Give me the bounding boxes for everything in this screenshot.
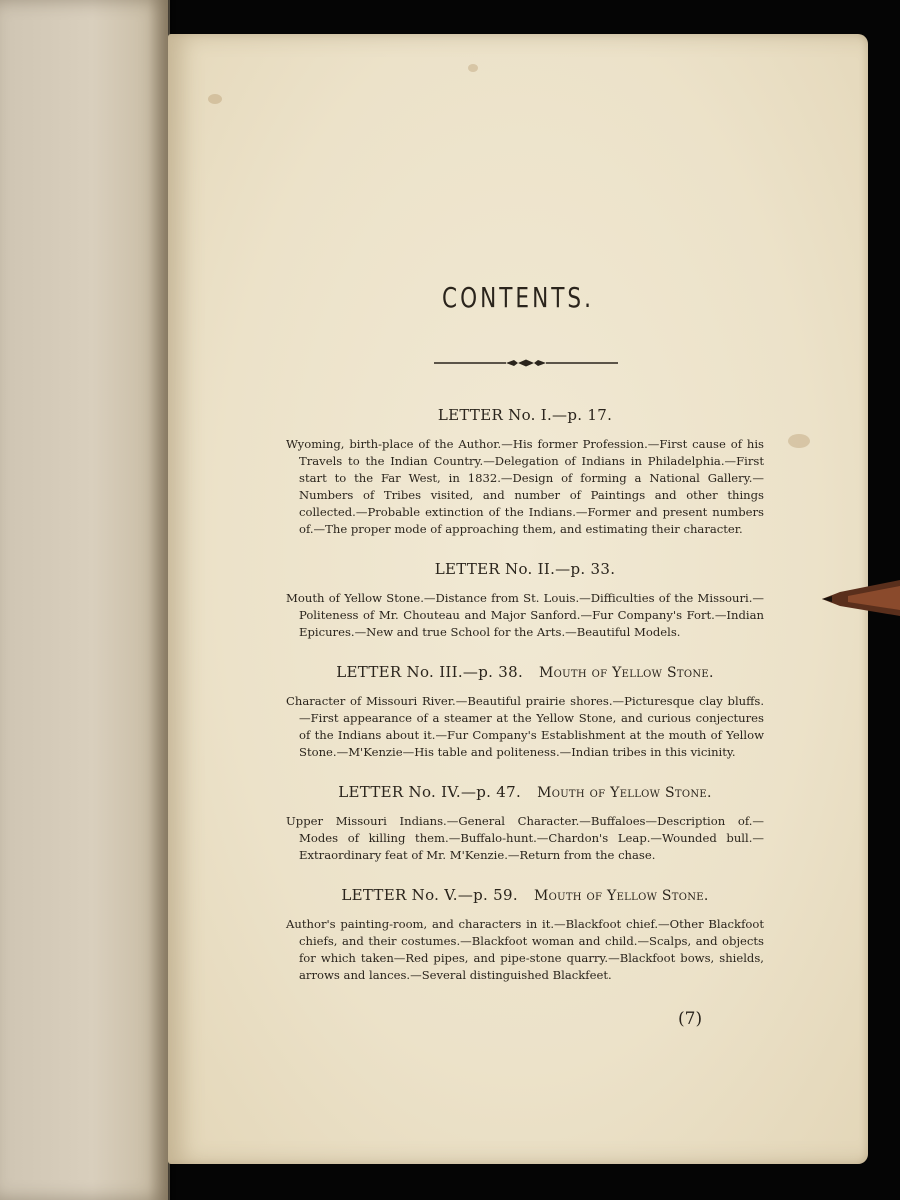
letter-place: Mouth of Yellow Stone. [533,888,709,904]
foxing-spot [788,434,810,448]
letter-number: LETTER No. IV.—p. 47. [338,783,522,801]
letter-summary: Wyoming, birth-place of the Author.—His former Profession.—First cause of his Travels to the Indian Country.—Delegation of Indians in Philadelphia.—First start to the Far West, in 1832.—Design of forming a National Gallery.—Numbers of Tribes visited, and number of Paintings and other things collected.—Probable extinction of the Indians.—Former and present numbers of.—The proper mode of approaching them, and estimating their character. [286,437,764,536]
facing-page [0,0,170,1200]
contents-entry [286,560,764,641]
ornamental-rule [434,359,618,367]
pencil-tip-icon [818,572,900,622]
letter-number: LETTER No. I.—p. 17. [437,406,613,424]
letter-summary: Mouth of Yellow Stone.—Distance from St. Louis.—Difficulties of the Missouri.—Politeness of Mr. Chouteau and Major Sanford.—Fur Company's Fort.—Indian Epicures.—New and true School for the Arts.—Beautiful Models. [286,591,764,639]
contents-entry [286,406,764,538]
letter-summary: Character of Missouri River.—Beautiful prairie shores.—Picturesque clay bluffs.—First appearance of a steamer at the Yellow Stone, and curious conjectures of the Indians about it.—Fur Company's Establishment at the mouth of Yellow Stone.—M'Kenzie—His table and politeness.—Indian tribes in this vicinity. [286,694,764,759]
book-page [168,34,868,1164]
letter-place: Mouth of Yellow Stone. [539,665,714,681]
letter-heading [286,560,764,578]
letter-summary: Author's painting-room, and characters in it.—Blackfoot chief.—Other Blackfoot chiefs, and their costumes.—Blackfoot woman and child.—Scalps, and objects for which taken—Red pipes, and pipe-stone quarry.—Blackfoot bows, shields, arrows and lances.—Several distinguished Blackfeet. [286,917,764,982]
foxing-spot [208,94,222,104]
letter-number: LETTER No. III.—p. 38. [336,663,524,681]
page-title: CONTENTS. [442,281,594,315]
letter-heading [286,406,764,424]
letter-number: LETTER No. V.—p. 59. [341,886,518,904]
letter-summary: Upper Missouri Indians.—General Character.—Buffaloes—Description of.—Modes of killing them.—Buffalo-hunt.—Chardon's Leap.—Wounded bull.—Extraordinary feat of Mr. M'Kenzie.—Return from the chase. [286,814,764,862]
foxing-spot [468,64,478,72]
contents-list [286,406,764,1006]
contents-entry [286,663,764,761]
letter-place: Mouth of Yellow Stone. [537,785,712,801]
letter-heading [286,886,764,904]
letter-heading [286,783,764,801]
letter-number: LETTER No. II.—p. 33. [434,560,616,578]
page-number: (7) [678,1009,703,1029]
contents-entry [286,783,764,864]
contents-entry [286,886,764,984]
letter-heading [286,663,764,681]
